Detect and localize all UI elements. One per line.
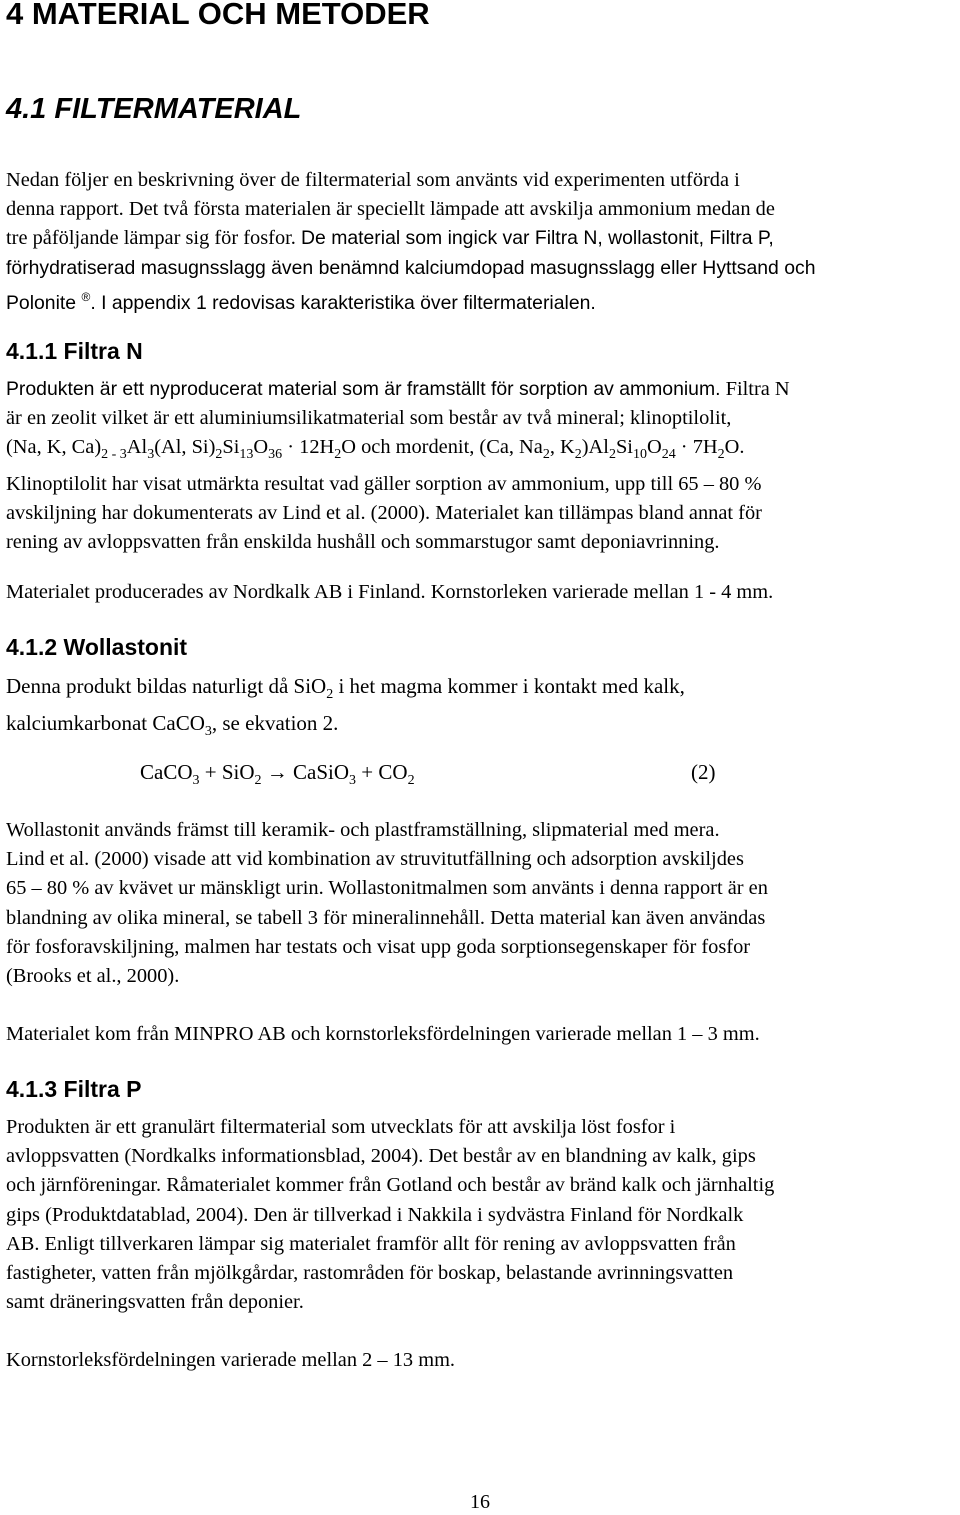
text-line: rening av avloppsvatten från enskilda hushåll och sommarstugor samt deponiavrinning. [6,531,720,554]
t: O [253,436,269,459]
text-line: avloppsvatten (Nordkalks informationsblad, 2004). Det består av en blandning av kalk, gips [6,1145,756,1168]
sub: 13 [239,447,254,463]
text-line [6,224,960,253]
text-fragment: tre påföljande lämpar sig för fosfor. [6,227,296,250]
text-fragment: Filtra N [725,378,790,400]
sub: 2 [407,773,415,788]
t: O. [724,436,745,459]
text-line: Wollastonit används främst till keramik- och plastframställning, slipmaterial med mera. [6,819,720,841]
text-line: avskiljning har dokumenterats av Lind et al. (2000). Materialet kan tillämpas bland annat för [6,501,762,524]
text-line: gips (Produktdatablad, 2004). Den är tillverkad i Nakkila i sydvästra Finland för Nordkalk [6,1203,744,1226]
text-line: för fosforavskiljning, malmen har testats och visat upp goda sorptionsegenskaper för fosfor [6,935,751,958]
t: O och mordenit, (Ca, Na [341,436,543,459]
sub: 3 [192,773,200,788]
wollastonit-source-paragraph: Materialet kom från MINPRO AB och kornstorleksfördelningen varierade mellan 1 – 3 mm. [6,1023,760,1045]
sub: 2 [334,447,342,463]
t: (Al, Si) [154,436,216,459]
sub: 24 [661,447,676,463]
t: , se ekvation 2. [211,711,339,736]
text-line: är en zeolit vilket är ett aluminiumsilikatmaterial som består av två mineral; klinoptilolit, [6,407,732,430]
t: , K [549,436,575,459]
t: kalciumkarbonat CaCO [6,711,205,736]
sub: 2 [717,447,725,463]
subsection-heading-wollastonit: 4.1.2 Wollastonit [6,634,188,660]
text-line [6,672,960,709]
t: + CO [356,760,408,784]
t: Si [222,436,240,459]
text-line: förhydratiserad masugnsslagg även benämnd kalciumdopad masugnsslagg eller Hyttsand och [6,256,816,279]
text-line: blandning av olika mineral, se tabell 3 för mineralinnehåll. Detta material kan även användas [6,906,766,929]
text-line: AB. Enligt tillverkaren lämpar sig materialet framför allt för rening av avloppsvatten från [6,1232,736,1255]
t: CaCO [140,760,193,784]
filtra-p-size-paragraph: Kornstorleksfördelningen varierade mellan 2 – 13 mm. [6,1349,456,1371]
text-line: Produkten är ett granulärt filtermaterial som utvecklats för att avskilja löst fosfor i [6,1116,676,1138]
t: · 12H [282,436,335,459]
t: i het magma kommer i kontakt med kalk, [333,674,685,698]
intro-paragraph [6,166,960,318]
sub: 2 [326,687,334,702]
section-heading: 4.1 FILTERMATERIAL [6,93,302,125]
page-number: 16 [470,1491,490,1513]
filtra-p-paragraph [6,1113,960,1317]
text-fragment: Produkten är ett nyproducerat material som är framställt för sorption av ammonium. [6,378,721,400]
chapter-heading: 4 MATERIAL OCH METODER [6,0,430,31]
text-line [6,375,960,404]
text-line: fastigheter, vatten från mjölkgårdar, rastområden för boskap, belastande avrinningsvatten [6,1262,734,1285]
sub: 2 - 3 [101,447,127,463]
text-line [6,709,960,746]
text-fragment: . I appendix 1 redovisas karakteristika över filtermaterialen. [90,291,596,314]
t: )Al [581,436,609,459]
sub: 3 [349,773,357,788]
text-line: Klinoptilolit har visat utmärkta resultat vad gäller sorption av ammonium, upp till 65 – 80 % [6,472,762,495]
sub: 3 [147,447,155,463]
t: O [646,436,662,459]
subsection-heading-filtra-p: 4.1.3 Filtra P [6,1076,142,1102]
subsection-heading-filtra-n: 4.1.1 Filtra N [6,338,143,364]
sub: 2 [608,447,616,463]
text-line: (Brooks et al., 2000). [6,965,180,988]
sub: 2 [215,447,223,463]
sub: 2 [542,447,550,463]
t: · 7H [675,436,718,459]
text-line: 65 – 80 % av kvävet ur mänskligt urin. Wollastonitmalmen som använts i denna rapport är en [6,877,768,900]
filtra-n-paragraph [6,375,960,557]
text-line [6,283,960,318]
t: (Na, K, Ca) [6,436,102,459]
t: + SiO [199,760,255,784]
wollastonit-intro-paragraph [6,672,960,746]
t: Al [126,436,148,459]
text-fragment: Polonite [6,291,77,314]
registered-mark: ® [81,289,91,304]
sub: 2 [254,773,262,788]
t: → CaSiO [261,760,350,784]
filtra-n-source-paragraph: Materialet producerades av Nordkalk AB i Finland. Kornstorleken varierade mellan 1 - 4 mm. [6,581,774,603]
t: Si [615,436,633,459]
equation-number: (2) [691,760,716,784]
wollastonit-paragraph [6,816,960,991]
equation-2 [140,760,415,789]
text-line: denna rapport. Det två första materialen är speciellt lämpade att avskilja ammonium medan de [6,198,775,221]
sub: 36 [268,447,283,463]
formula-line [6,433,960,469]
sub: 2 [574,447,582,463]
text-line: Nedan följer en beskrivning över de filtermaterial som använts vid experimenten utförda i [6,169,740,191]
text-line: samt dräneringsvatten från deponier. [6,1291,304,1314]
text-fragment: De material som ingick var Filtra N, wollastonit, Filtra P, [301,227,774,250]
t: Denna produkt bildas naturligt då SiO [6,674,327,698]
sub: 3 [204,724,212,740]
text-line: och järnföreningar. Råmaterialet kommer från Gotland och består av bränd kalk och järnhaltig [6,1174,775,1197]
sub: 10 [632,447,647,463]
text-line: Lind et al. (2000) visade att vid kombination av struvitutfällning och adsorption avskiljdes [6,848,744,871]
